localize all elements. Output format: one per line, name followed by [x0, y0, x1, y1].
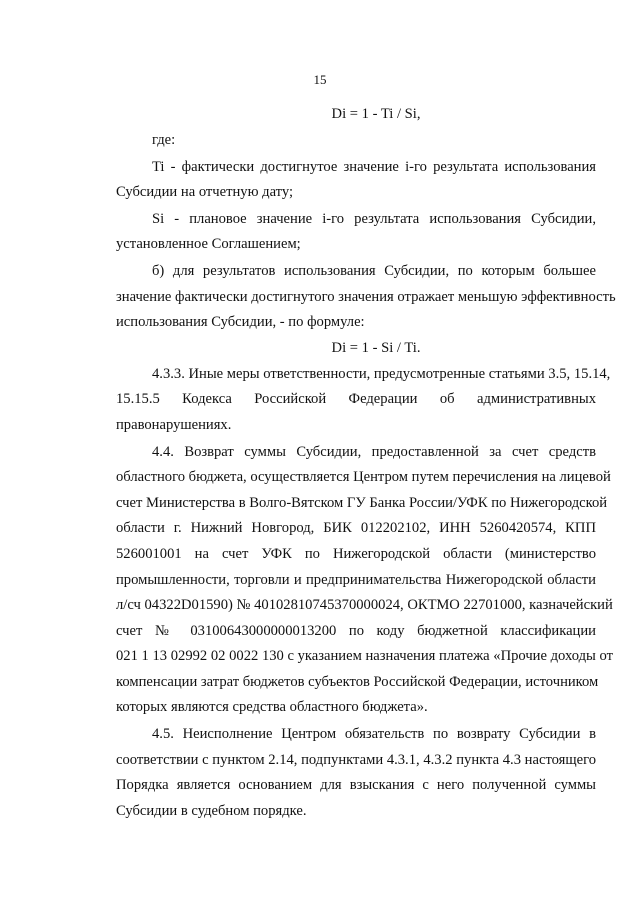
page-body [116, 102, 616, 824]
p44-line-4: области г. Нижний Новгород, БИК 012202102, ИНН 5260420574, КПП [116, 520, 596, 537]
p433-line-2: 15.15.5 Кодекса Российской Федерации об административных [116, 391, 596, 408]
b-line-3: использования Субсидии, - по формуле: [116, 314, 365, 331]
item-b [116, 259, 616, 336]
p433-line-1: 4.3.3. Иные меры ответственности, предусмотренные статьями 3.5, 15.14, [152, 365, 611, 382]
p44-line-10: компенсации затрат бюджетов субъектов Российской Федерации, источником [116, 673, 599, 690]
p44-line-8: счет № 03100643000000013200 по коду бюджетной классификации [116, 622, 596, 639]
p44-line-3: счет Министерства в Волго-Вятском ГУ Банка России/УФК по Нижегородской [116, 494, 608, 511]
paragraph-4-5 [116, 722, 596, 824]
p44-line-5: 526001001 на счет УФК по Нижегородской области (министерство [116, 545, 596, 562]
si-line-2: установленное Соглашением; [116, 236, 301, 253]
b-line-2: значение фактически достигнутого значения отражает меньшую эффективность [116, 288, 616, 305]
paragraph-4-3-3 [116, 362, 611, 439]
p44-line-9: 021 1 13 02992 02 0022 130 с указанием назначения платежа «Прочие доходы от [116, 648, 613, 665]
si-line-1: Si - плановое значение i-го результата использования Субсидии, [152, 210, 596, 227]
p44-line-1: 4.4. Возврат суммы Субсидии, предоставленной за счет средств [152, 443, 596, 460]
b-line-1: б) для результатов использования Субсидии, по которым большее [152, 262, 596, 279]
ti-definition [116, 155, 596, 206]
p44-line-11: которых являются средства областного бюджета». [116, 699, 428, 716]
where-line: где: [152, 132, 176, 148]
p44-line-6: промышленности, торговли и предпринимательства Нижегородской области [116, 571, 596, 588]
paragraph-4-4 [116, 440, 613, 722]
p45-line-1: 4.5. Неисполнение Центром обязательств по возврату Субсидии в [152, 726, 596, 743]
si-definition [116, 207, 596, 258]
formula-di-ti-si: Di = 1 - Ti / Si, [331, 106, 421, 122]
p45-line-2: соответствии с пунктом 2.14, подпунктами 4.3.1, 4.3.2 пункта 4.3 настоящего [116, 751, 596, 768]
formula-di-si-ti: Di = 1 - Si / Ti. [331, 339, 421, 356]
p45-line-4: Субсидии в судебном порядке. [116, 802, 307, 819]
page-number: 15 [313, 72, 327, 87]
p433-line-3: правонарушениях. [116, 416, 232, 433]
p45-line-3: Порядка является основанием для взыскания с него полученной суммы [116, 777, 596, 794]
where-label [116, 128, 596, 154]
p44-line-7: л/сч 04322D01590) № 40102810745370000024, ОКТМО 22701000, казначейский [116, 597, 613, 614]
ti-line-1: Ti - фактически достигнутое значение i-го результата использования [152, 158, 596, 175]
p44-line-2: областного бюджета, осуществляется Центром путем перечисления на лицевой [116, 469, 611, 486]
ti-line-2: Субсидии на отчетную дату; [116, 184, 294, 201]
